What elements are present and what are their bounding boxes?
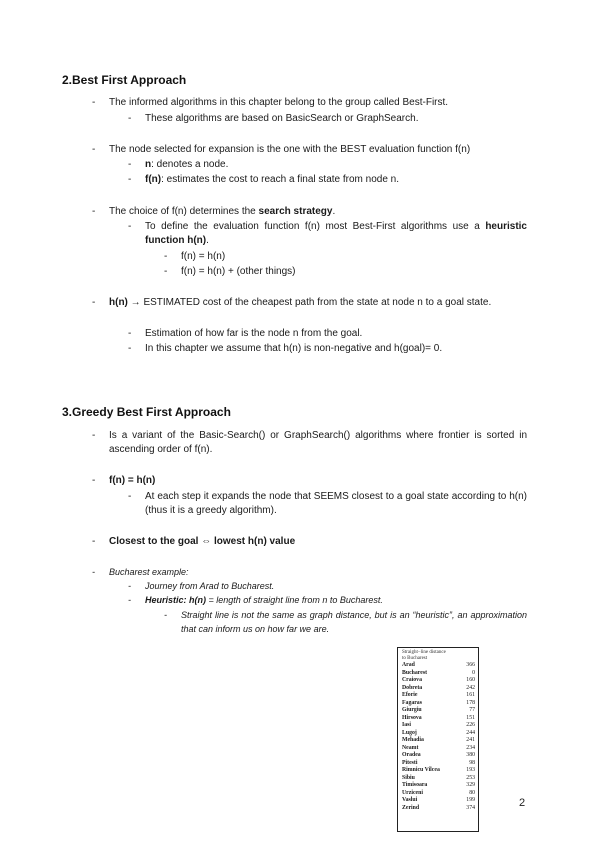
bullet-closest-to-goal: - Closest to the goal ⇔ lowest h(n) value xyxy=(109,535,527,549)
city-name: Craiova xyxy=(402,677,422,683)
straight-line-distance-table xyxy=(397,647,479,832)
table-row xyxy=(398,752,478,760)
bullet-evaluation-function: - To define the evaluation function f(n) most Best-First algorithms use a heuristic function h(n). xyxy=(145,220,527,248)
bullet-basic-search: - These algorithms are based on BasicSearch or GraphSearch. xyxy=(145,112,527,126)
distance-value: 329 xyxy=(466,782,475,788)
city-name: Iasi xyxy=(402,722,412,728)
city-name: Giurgiu xyxy=(402,707,422,713)
distance-value: 160 xyxy=(466,677,475,683)
city-name: Zerind xyxy=(402,804,420,811)
table-row xyxy=(398,670,478,678)
table-row xyxy=(398,685,478,693)
table-header: Straight−line distance to Bucharest xyxy=(402,650,446,661)
table-row xyxy=(398,760,478,768)
distance-value: 178 xyxy=(466,699,475,706)
city-name: Lugoj xyxy=(402,729,417,736)
table-row xyxy=(398,715,478,723)
distance-value: 234 xyxy=(466,744,475,751)
table-row xyxy=(398,782,478,790)
bullet-straight-line-note: - Straight line is not the same as graph distance, but is an “heuristic”, an approximation that can inform us on how far we are. xyxy=(181,608,527,636)
bullet-greedy-variant: - Is a variant of the Basic-Search() or GraphSearch() algorithms where frontier is sorted in ascending order of f(n). xyxy=(109,429,527,457)
bullet-fn-eq-hn-plus: - f(n) = h(n) + (other things) xyxy=(181,265,527,279)
city-name: Sibiu xyxy=(402,774,415,781)
section-2-title: 2.Best First Approach xyxy=(62,73,187,87)
table-row xyxy=(398,797,478,805)
bullet-greedy-fn: - f(n) = h(n) xyxy=(109,474,527,488)
city-name: Rimnicu Vilcea xyxy=(402,767,440,773)
bullet-n-definition: - n: denotes a node. xyxy=(145,158,527,172)
distance-value: 366 xyxy=(466,662,475,668)
distance-value: 0 xyxy=(472,669,475,676)
bullet-hn-estimated-cost: - h(n) → ESTIMATED cost of the cheapest path from the state at node n to a goal state. xyxy=(109,296,527,310)
city-name: Arad xyxy=(402,662,415,668)
bullet-heuristic-definition: - Heuristic: h(n) = length of straight line from n to Bucharest. xyxy=(145,593,527,607)
bullet-expands-closest: - At each step it expands the node that SEEMS closest to a goal state according to h(n) (thus it is a greedy algorithm). xyxy=(145,490,527,518)
distance-value: 77 xyxy=(469,707,475,713)
city-name: Eforie xyxy=(402,692,418,698)
table-row xyxy=(398,745,478,753)
table-row xyxy=(398,700,478,708)
table-row xyxy=(398,692,478,700)
distance-value: 80 xyxy=(469,789,475,796)
distance-value: 98 xyxy=(469,759,475,766)
city-name: Pitesti xyxy=(402,759,418,766)
bullet-estimation-how-far: - Estimation of how far is the node n from the goal. xyxy=(145,327,527,341)
bullet-fn-definition: - f(n): estimates the cost to reach a final state from node n. xyxy=(145,173,527,187)
distance-value: 226 xyxy=(466,722,475,728)
table-row xyxy=(398,790,478,798)
distance-value: 374 xyxy=(466,804,475,811)
bullet-bucharest-example: - Bucharest example: xyxy=(109,565,527,579)
city-name: Bucharest xyxy=(402,669,428,676)
distance-value: 151 xyxy=(466,714,475,721)
city-name: Mehadia xyxy=(402,737,424,743)
bullet-informed-algorithms: - The informed algorithms in this chapter belong to the group called Best-First. xyxy=(109,96,527,110)
table-row xyxy=(398,677,478,685)
table-row xyxy=(398,707,478,715)
table-row xyxy=(398,662,478,670)
table-rows xyxy=(398,662,478,812)
distance-value: 242 xyxy=(466,684,475,691)
distance-value: 253 xyxy=(466,774,475,781)
distance-value: 193 xyxy=(466,767,475,773)
bullet-fn-eq-hn: - f(n) = h(n) xyxy=(181,250,527,264)
city-name: Dobreta xyxy=(402,684,423,691)
distance-value: 244 xyxy=(466,729,475,736)
distance-value: 199 xyxy=(466,797,475,803)
bullet-non-negative-assumption: - In this chapter we assume that h(n) is non-negative and h(goal)= 0. xyxy=(145,342,527,356)
table-row xyxy=(398,730,478,738)
table-row xyxy=(398,767,478,775)
city-name: Timisoara xyxy=(402,782,428,788)
city-name: Oradea xyxy=(402,752,421,758)
bullet-node-selection: - The node selected for expansion is the one with the BEST evaluation function f(n) xyxy=(109,143,527,157)
city-name: Urziceni xyxy=(402,789,423,796)
page-number: 2 xyxy=(519,797,526,809)
city-name: Hirsova xyxy=(402,714,422,721)
section-3-title: 3.Greedy Best First Approach xyxy=(62,405,231,419)
city-name: Neamt xyxy=(402,744,419,751)
table-row xyxy=(398,722,478,730)
table-row xyxy=(398,805,478,813)
table-row xyxy=(398,775,478,783)
bullet-choice-of-fn: - The choice of f(n) determines the search strategy. xyxy=(109,205,527,219)
distance-value: 161 xyxy=(466,692,475,698)
distance-value: 380 xyxy=(466,752,475,758)
table-row xyxy=(398,737,478,745)
distance-value: 241 xyxy=(466,737,475,743)
city-name: Vaslui xyxy=(402,797,418,803)
city-name: Fagaras xyxy=(402,699,422,706)
bullet-journey: - Journey from Arad to Bucharest. xyxy=(145,579,527,593)
